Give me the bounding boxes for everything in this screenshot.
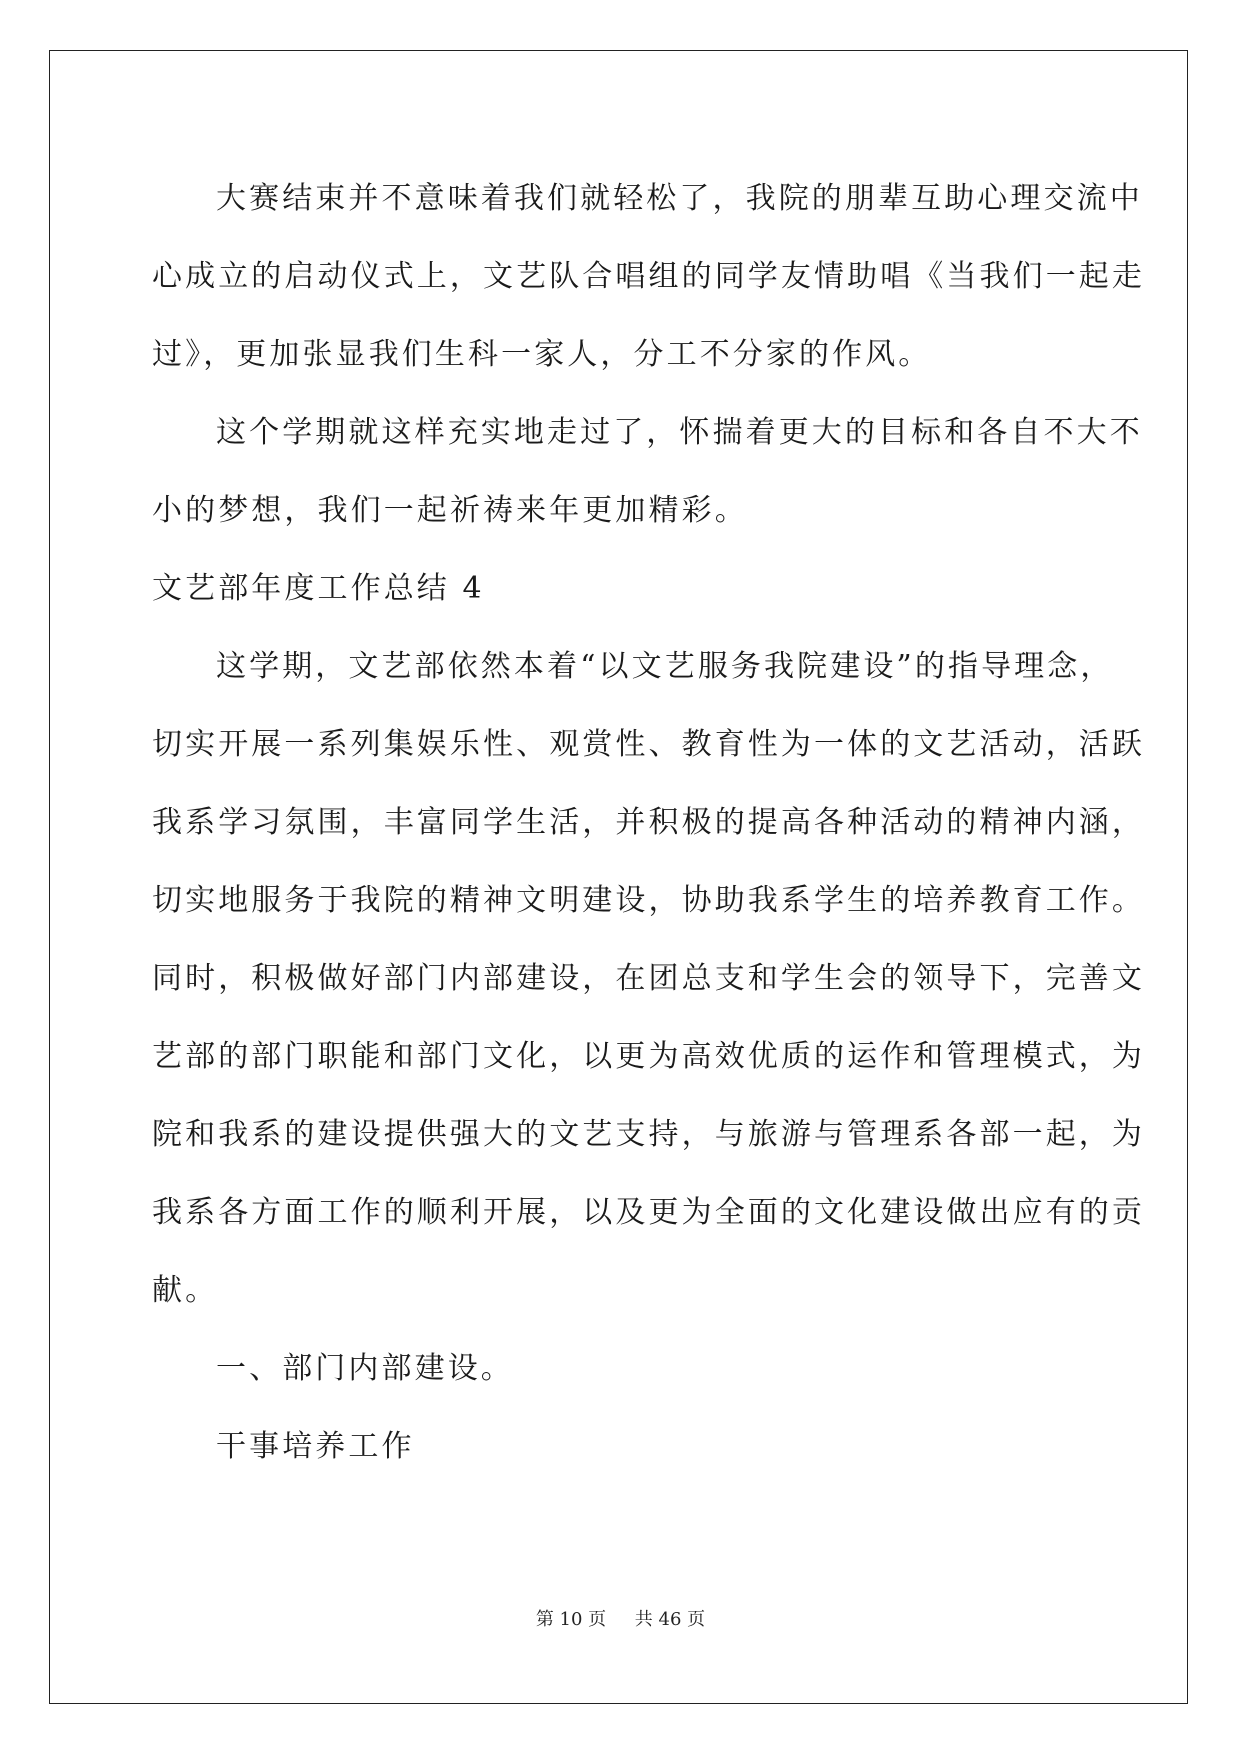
document-body: [152, 160, 1145, 1486]
page-footer: [0, 1608, 1241, 1632]
page-total: 共 46 页: [634, 1609, 706, 1630]
text-line: 这个学期就这样充实地走过了，怀揣着更大的目标和各自不大不: [216, 415, 1143, 450]
text-line: 同时，积极做好部门内部建设，在团总支和学生会的领导下，完善文: [152, 961, 1145, 996]
subsection-heading: 一、部门内部建设。: [216, 1351, 514, 1386]
text-line: 切实开展一系列集娱乐性、观赏性、教育性为一体的文艺活动，活跃: [152, 727, 1145, 762]
text-line: 艺部的部门职能和部门文化，以更为高效优质的运作和管理模式，为: [152, 1039, 1145, 1074]
subsection-heading: 干事培养工作: [216, 1429, 415, 1464]
text-line: 小的梦想，我们一起祈祷来年更加精彩。: [152, 493, 748, 528]
text-line: 大赛结束并不意味着我们就轻松了，我院的朋辈互助心理交流中: [216, 181, 1143, 216]
text-line: 献。: [152, 1273, 219, 1308]
text-line: 心成立的启动仪式上，文艺队合唱组的同学友情助唱《当我们一起走: [152, 259, 1145, 294]
text-line: 切实地服务于我院的精神文明建设，协助我系学生的培养教育工作。: [152, 883, 1145, 918]
text-line: 我系学习氛围，丰富同学生活，并积极的提高各种活动的精神内涵，: [152, 805, 1145, 840]
page-number: 第 10 页: [535, 1609, 607, 1630]
text-line: 这学期，文艺部依然本着“以文艺服务我院建设”的指导理念，: [216, 649, 1114, 684]
text-line: 院和我系的建设提供强大的文艺支持，与旅游与管理系各部一起，为: [152, 1117, 1145, 1152]
section-heading: 文艺部年度工作总结 4: [152, 571, 485, 606]
text-line: 我系各方面工作的顺利开展，以及更为全面的文化建设做出应有的贡: [152, 1195, 1145, 1230]
text-line: 过》，更加张显我们生科一家人，分工不分家的作风。: [152, 337, 932, 372]
